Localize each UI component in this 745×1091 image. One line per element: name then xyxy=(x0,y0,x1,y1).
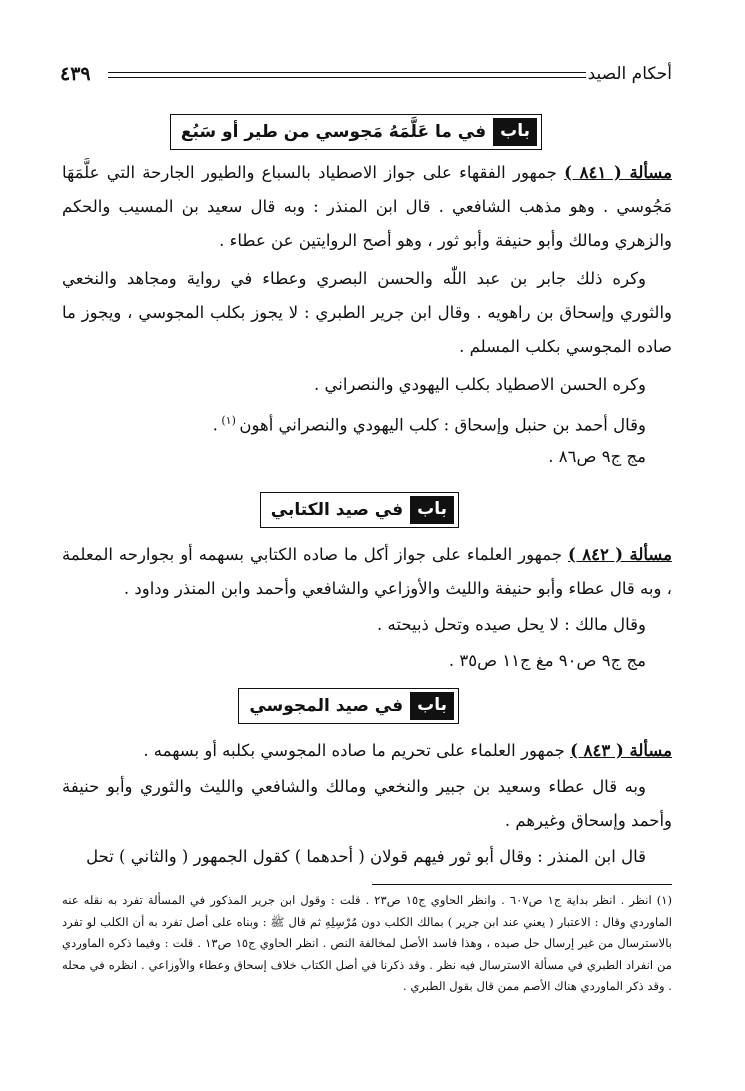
paragraph-text: وقال أحمد بن حنبل وإسحاق : كلب اليهودي والنصراني أهون xyxy=(239,415,646,435)
chapter-title: في صيد المجوسي xyxy=(249,696,404,716)
chapter-heading xyxy=(238,688,459,724)
paragraph-text: جمهور العلماء على جواز أكل ما صاده الكتابي بسهمه أو بجوارحه المعلمة ، وبه قال عطاء وأبو حنيفة والليث والأوزاعي والشافعي وأحمد وابن المنذر وداود . xyxy=(62,545,672,598)
chapter-title: في ما عَلَّمَهُ مَجوسي من طير أو سَبُع xyxy=(180,122,487,142)
issue-paragraph xyxy=(62,734,672,768)
footnote-reference[interactable]: (١) xyxy=(217,414,240,427)
chapter-word: باب xyxy=(410,692,454,720)
paragraph-text: مج ج٩ ص٩٠ مغ ج١١ ص٣٥ . xyxy=(448,651,646,670)
paragraph-text: مج ج٩ ص٨٦ . xyxy=(548,447,646,466)
footnote-rule xyxy=(372,884,672,885)
source-reference xyxy=(62,644,672,678)
paragraph xyxy=(62,368,672,402)
paragraph-text: وكره الحسن الاصطياد بكلب اليهودي والنصراني . xyxy=(314,375,646,394)
chapter-heading xyxy=(170,114,542,150)
paragraph xyxy=(62,608,672,642)
paragraph xyxy=(62,770,672,838)
issue-number: مسألة ( ٨٤١ ) xyxy=(564,163,672,182)
footnote: (١) انظر . انظر بداية ج١ ص٦٠٧ . وانظر الحاوي ج١٥ ص٢٣ . قلت : وقول ابن جرير المذكور في المسألة تفرد به نقله عنه الماوردي وقال : الاعتبار ( يعني عند ابن جرير ) بمالك الكلب دون مُرْسِلِهِ ثم قال ﷺ : وبناه على أصل تفرد به أن الكلب لو تفرد بالاسترسال من غير إرسال حل صيده ، وهذا فاسد الأصل لمخالفة النص . انظر الحاوي ج١٥ ص١٣ . قلت : وفيما ذكره الماوردي من انفراد الطبري في مسألة الاسترسال فيه نظر . وقد ذكرنا في أصل الكتاب خلاف إسحاق وعطاء والأوزاعي . انظره في محله . وقد ذكر الماوردي هناك الأصم ممن قال بقول الطبري . xyxy=(62,893,673,993)
paragraph-text: وقال مالك : لا يحل صيده وتحل ذبيحته . xyxy=(377,615,646,634)
paragraph xyxy=(62,262,672,364)
paragraph-text: وكره ذلك جابر بن عبد اللّٰه والحسن البصري وعطاء في رواية ومجاهد والنخعي والثوري وإسحاق بن راهويه . وقال ابن جرير الطبري : لا يجوز بكلب المجوسي ، ويجوز ما صاده المجوسي بكلب المسلم . xyxy=(62,269,672,356)
issue-number: مسألة ( ٨٤٢ ) xyxy=(567,545,672,564)
page-number: ٤٣٩ xyxy=(60,63,91,85)
paragraph-text: جمهور الفقهاء على جواز الاصطياد بالسباع والطيور الجارحة التي علَّمَهَا مَجُوسي . وهو مذهب الشافعي . قال ابن المنذر : وبه قال سعيد بن المسيب والحكم والزهري ومالك وأبو حنيفة وأبو ثور ، وهو أصح الروايتين عن عطاء . xyxy=(62,163,672,250)
paragraph-text: وبه قال عطاء وسعيد بن جبير والنخعي ومالك والشافعي والليث والثوري وأبو حنيفة وأحمد وإسحاق وغيرهم . xyxy=(62,777,672,830)
chapter-title: في صيد الكتابي xyxy=(270,500,404,520)
chapter-word: باب xyxy=(410,496,454,524)
running-header xyxy=(60,62,672,90)
paragraph-text: جمهور العلماء على تحريم ما صاده المجوسي بكلبه أو بسهمه . xyxy=(143,741,571,760)
chapter-word: باب xyxy=(493,118,537,146)
issue-number: مسألة ( ٨٤٣ ) xyxy=(570,741,672,760)
paragraph xyxy=(62,840,672,874)
paragraph-punctuation: . xyxy=(212,415,218,435)
running-title: أحكام الصيد xyxy=(587,64,672,84)
chapter-heading xyxy=(260,492,459,528)
issue-paragraph xyxy=(62,538,672,606)
paragraph xyxy=(62,404,672,443)
paragraph-text: قال ابن المنذر : وقال أبو ثور فيهم قولان ( أحدهما ) كقول الجمهور ( والثاني ) تحل xyxy=(86,847,646,866)
header-rule xyxy=(108,72,586,78)
source-reference xyxy=(62,440,672,474)
issue-paragraph xyxy=(62,156,672,258)
